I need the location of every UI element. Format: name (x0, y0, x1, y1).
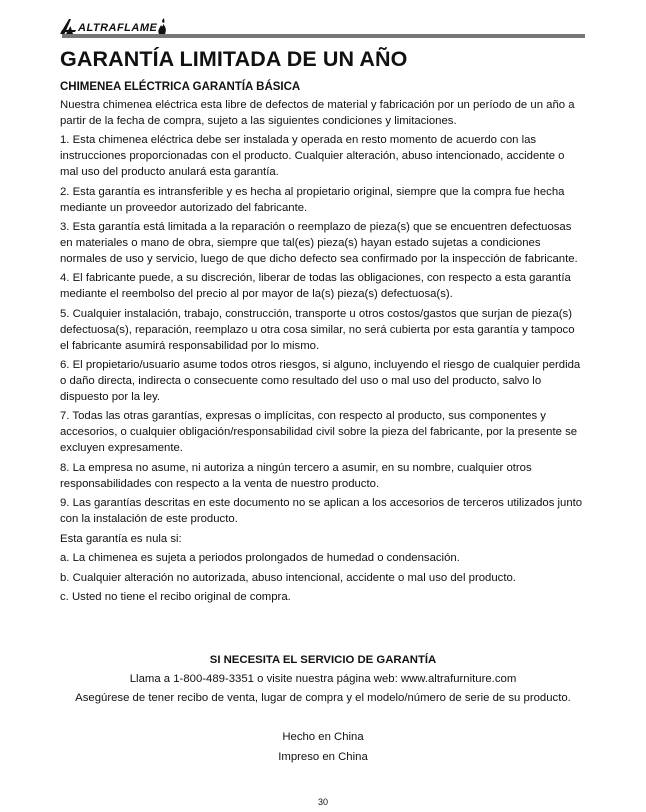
service-contact-line: Llama a 1-800-489-3351 o visite nuestra página web: www.altrafurniture.com (129, 673, 517, 685)
intro-paragraph: Nuestra chimenea eléctrica esta libre de defectos de material y fabricación por un período de un año a partir de la fecha de compra, sujeto a las siguientes condiciones y limitaciones. (60, 99, 575, 127)
warranty-clause: 1. Esta chimenea eléctrica debe ser instalada y operada en resto momento de acuerdo con las instrucciones proporcionadas con el producto. Cualquier alteración, abuso intencionado, accidente o mal uso del producto anulará esta garantía. (60, 134, 565, 179)
service-heading: SI NECESITA EL SERVICIO DE GARANTÍA (209, 654, 437, 666)
warranty-clause: 2. Esta garantía es intransferible y es hecha al propietario original, siempre que la compra fue hecha mediante un proveedor autorizado del fabricante. (60, 185, 565, 214)
warranty-clause: 5. Cualquier instalación, trabajo, construcción, transporte u otros costos/gastos que surjan de pieza(s) defectuosa(s), reparación, reemplazo u otra cosa similar, no será cubierta por esta garantía y tampoco el fabricante asumirá responsabilidad por lo mismo. (60, 307, 575, 352)
service-section (0, 651, 646, 708)
logo-text: ALTRAFLAME (78, 22, 158, 34)
header (60, 12, 586, 36)
warranty-clause: 8. La empresa no asume, ni autoriza a ningún tercero a asumir, en su nombre, cualquier otros responsabilidades con respecto a la venta de nuestro producto. (60, 461, 532, 490)
void-conditions-heading: Esta garantía es nula si: (60, 532, 182, 545)
void-condition: b. Cualquier alteración no autorizada, abuso intencional, accidente o mal uso del producto. (60, 571, 516, 584)
void-condition: c. Usted no tiene el recibo original de compra. (60, 591, 291, 604)
service-requirements-line: Asegúrese de tener recibo de venta, lugar de compra y el modelo/número de serie de su producto. (75, 692, 571, 704)
void-condition: a. La chimenea es sujeta a periodos prolongados de humedad o condensación. (60, 552, 460, 565)
origin-section (0, 727, 646, 767)
section-subtitle: CHIMENEA ELÉCTRICA GARANTÍA BÁSICA (60, 81, 301, 93)
printed-in-label: Impreso en China (278, 751, 368, 763)
warranty-clause: 4. El fabricante puede, a su discreción, liberar de todas las obligaciones, con respecto a esta garantía mediante el reembolso del precio al por mayor de la(s) pieza(s) defectuosa(s). (60, 272, 571, 301)
warranty-clause: 9. Las garantías descritas en este documento no se aplican a los accesorios de terceros utilizados junto con la instalación de este producto. (60, 497, 583, 526)
flame-icon (157, 18, 167, 34)
warranty-body (60, 98, 584, 610)
header-rule (62, 34, 585, 38)
brand-logo (60, 14, 167, 34)
page-number: 30 (317, 797, 328, 807)
warranty-clause: 7. Todas las otras garantías, expresas o implícitas, con respecto al producto, sus componentes y accesorios, o cualquier obligación/responsabilidad civil sobre la pieza del fabricante, por la presente se excluyen expresamente. (60, 410, 578, 455)
flame-a-logo-icon (60, 18, 78, 34)
warranty-clause: 3. Esta garantía está limitada a la reparación o reemplazo de pieza(s) que se encuentren defectuosas en materiales o mano de obra, siempre que tal(es) pieza(s) hayan estado sujetas a condiciones normales de uso y servicio, luego de que dicho defecto sea confirmado por la inspección de fabricante. (60, 221, 578, 265)
warranty-clause: 6. El propietario/usuario asume todos otros riesgos, si alguno, incluyendo el riesgo de cualquier perdida o daño directa, indirecta o consecuente como resultado del uso o mal uso del producto, salvo lo dispuesto por la ley. (60, 359, 581, 403)
page-title: GARANTÍA LIMITADA DE UN AÑO (60, 47, 408, 71)
made-in-label: Hecho en China (282, 731, 364, 743)
